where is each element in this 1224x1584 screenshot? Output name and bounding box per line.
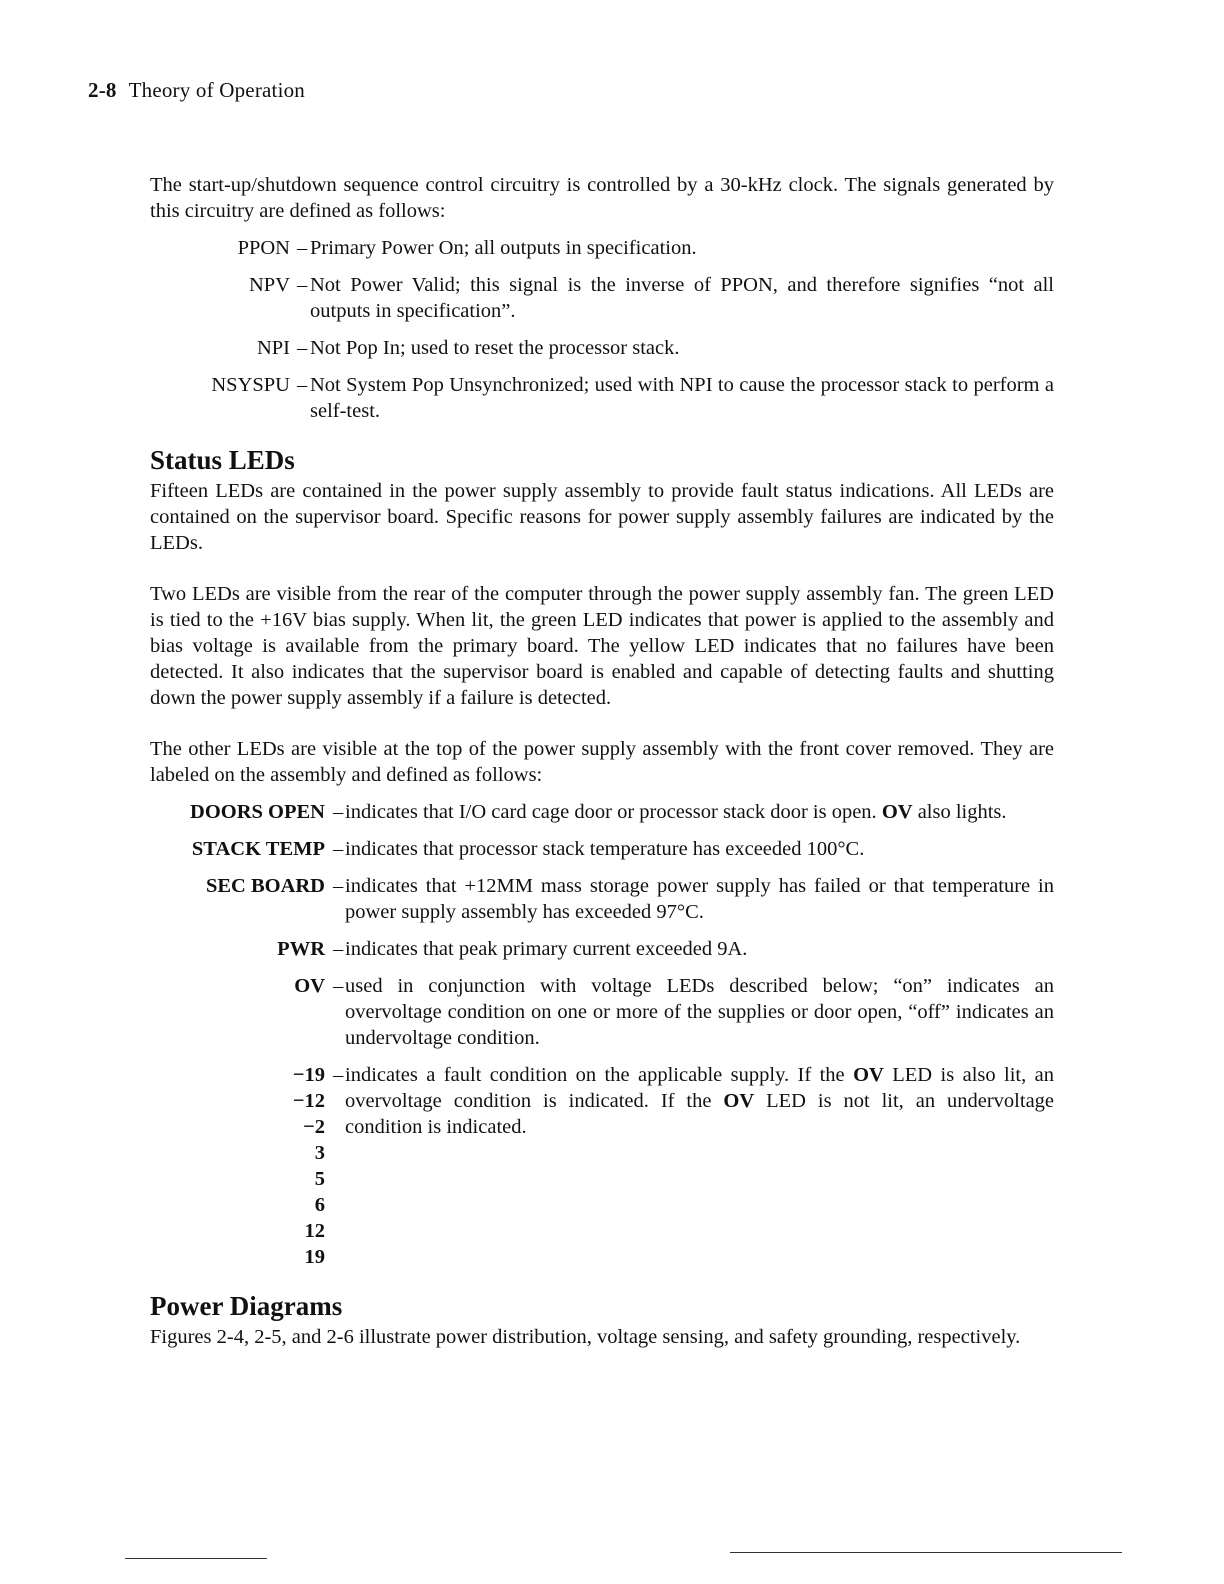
dash: – [333,838,344,860]
status-leds-para-1: Fifteen LEDs are contained in the power supply assembly to provide fault status indications. All LEDs are contained on the supervisor board. Specific reasons for power supply assembly failures are indicated by the LEDs. [150,480,1054,554]
voltage-term: 19 [304,1246,325,1268]
led-pwr [150,936,1054,962]
voltage-term: −2 [303,1116,325,1138]
dash: – [297,337,308,359]
status-leds-heading: Status LEDs [150,445,295,475]
voltage-term: 12 [304,1220,325,1242]
led-term-list [150,1062,325,1270]
voltage-term: 6 [314,1194,325,1216]
voltage-term: 3 [314,1142,325,1164]
page-header [88,78,305,103]
signal-desc: Not System Pop Unsynchronized; used with NPI to cause the processor stack to perform a self-test. [310,374,1054,422]
status-leds-para-2: Two LEDs are visible from the rear of the computer through the power supply assembly fan. The green LED is tied to the +16V bias supply. When lit, the green LED indicates that power is applied to the assembly and bias voltage is available from the primary board. The yellow LED indicates that no failures have been detected. It also indicates that the supervisor board is enabled and capable of detecting faults and shutting down the power supply assembly if a failure is detected. [150,583,1054,709]
led-term: PWR [277,938,325,960]
signal-npv [150,272,1054,324]
dash: – [333,938,344,960]
led-ov [150,973,1054,1051]
intro-paragraph: The start-up/shutdown sequence control circuitry is controlled by a 30-kHz clock. The signals generated by this circuitry are defined as follows: [150,174,1054,222]
led-term: OV [294,975,325,997]
voltage-term: 5 [314,1168,325,1190]
section-title: Theory of Operation [128,78,305,102]
page-number: 2-8 [88,78,117,102]
footer-rule-left [125,1558,267,1559]
signal-nsyspu [150,372,1054,424]
footer-rule-right [730,1552,1122,1553]
led-term: STACK TEMP [191,838,325,860]
page-content [150,172,1054,1350]
led-desc: indicates a fault condition on the applicable supply. If the OV LED is also lit, an overvoltage condition is indicated. If the OV LED is not lit, an undervoltage condition is indicated. [345,1064,1055,1138]
signal-term: NPV [248,274,290,296]
power-diagrams-para: Figures 2-4, 2-5, and 2-6 illustrate power distribution, voltage sensing, and safety grounding, respectively. [150,1326,1021,1348]
dash: – [333,801,344,823]
power-diagrams-heading: Power Diagrams [150,1291,343,1321]
status-leds-para-3: The other LEDs are visible at the top of the power supply assembly with the front cover removed. They are labeled on the assembly and defined as follows: [150,738,1054,786]
signal-term: NPI [256,337,290,359]
signal-desc: Not Power Valid; this signal is the inverse of PPON, and therefore signifies “not all outputs in specification”. [310,274,1054,322]
dash: – [297,374,308,396]
dash: – [333,975,344,997]
led-desc: indicates that peak primary current exceeded 9A. [345,938,748,960]
led-sec-board [150,873,1054,925]
dash: – [333,1064,344,1086]
dash: – [333,875,344,897]
led-stack-temp [150,836,1054,862]
led-desc: indicates that +12MM mass storage power supply has failed or that temperature in power supply assembly has exceeded 97°C. [345,875,1054,923]
dash: – [297,237,308,259]
signal-desc: Primary Power On; all outputs in specification. [310,237,697,259]
led-term: SEC BOARD [205,875,325,897]
led-term: DOORS OPEN [190,801,325,823]
led-voltages [150,1062,1054,1270]
voltage-term: −19 [292,1064,325,1086]
led-desc: used in conjunction with voltage LEDs described below; “on” indicates an overvoltage condition on one or more of the supplies or door open, “off” indicates an undervoltage condition. [345,975,1054,1049]
led-definitions [150,799,1054,1270]
led-desc: indicates that processor stack temperature has exceeded 100°C. [345,838,865,860]
signal-npi [150,335,1054,361]
voltage-term: −12 [292,1090,325,1112]
led-doors-open [150,799,1054,825]
signal-definitions [150,235,1054,424]
signal-term: PPON [237,237,290,259]
signal-term: NSYSPU [211,374,290,396]
signal-desc: Not Pop In; used to reset the processor stack. [310,337,680,359]
dash: – [297,274,308,296]
signal-ppon [150,235,1054,261]
led-desc: indicates that I/O card cage door or processor stack door is open. OV also lights. [345,801,1007,823]
